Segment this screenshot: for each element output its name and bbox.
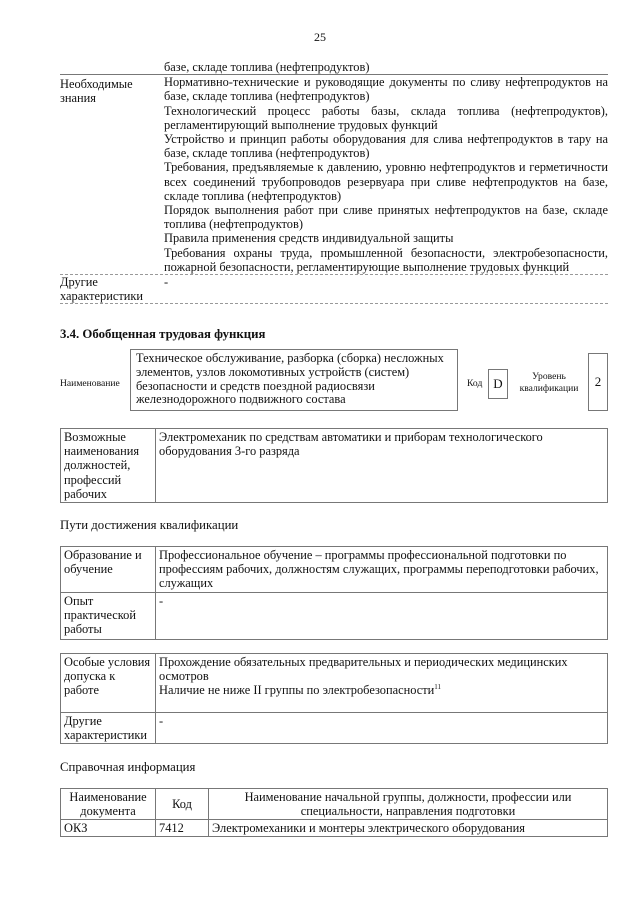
knowledge-item: Технологический процесс работы базы, склада топлива (нефтепродуктов), регламентирующий выполнение трудовых функций xyxy=(164,103,608,132)
conditions-table xyxy=(60,653,608,744)
experience-label: Опыт практической работы xyxy=(61,592,156,639)
experience-value: - xyxy=(156,592,608,639)
other-characteristics-label: Другие характеристики xyxy=(60,275,144,304)
education-table xyxy=(60,546,608,640)
education-label: Образование и обучение xyxy=(61,547,156,593)
knowledge-item: Правила применения средств индивидуальной защиты xyxy=(164,231,454,246)
conditions-other-value: - xyxy=(156,713,608,744)
footnote-reference: 11 xyxy=(434,683,442,692)
positions-value: Электромеханик по средствам автоматики и приборам технологического оборудования 3-го разряда xyxy=(156,429,608,503)
knowledge-item: Нормативно-технические и руководящие документы по сливу нефтепродуктов на базе, складе топлива (нефтепродуктов) xyxy=(164,75,608,104)
table-cell: ОКЗ xyxy=(61,820,156,837)
table-cell: 7412 xyxy=(156,820,209,837)
knowledge-item: Устройство и принцип работы оборудования для слива нефтепродуктов в тару на базе, складе топлива (нефтепродуктов) xyxy=(164,132,608,161)
section-title: 3.4. Обобщенная трудовая функция xyxy=(60,327,266,341)
reference-table xyxy=(60,788,608,837)
knowledge-label: Необходимые знания xyxy=(60,77,133,106)
knowledge-block xyxy=(60,60,608,304)
table-row xyxy=(61,592,608,639)
function-name: Техническое обслуживание, разборка (сборка) несложных элементов, узлов локомотивных устройств (систем) безопасности и средств поездной радиосвязи железнодорожного подвижного состава xyxy=(130,349,458,411)
table-row xyxy=(61,654,608,713)
qualification-paths-title: Пути достижения квалификации xyxy=(60,518,239,532)
column-header: Наименование начальной группы, должности, профессии или специальности, направления подготовки xyxy=(209,789,608,820)
conditions-electrical xyxy=(159,683,604,697)
table-row xyxy=(61,713,608,744)
table-header-row xyxy=(61,789,608,820)
knowledge-items xyxy=(161,75,608,274)
conditions-value xyxy=(156,654,608,713)
knowledge-continued-text: базе, складе топлива (нефтепродуктов) xyxy=(164,60,370,74)
column-header: Код xyxy=(156,789,209,820)
other-characteristics-value: - xyxy=(164,275,169,290)
knowledge-item: Порядок выполнения работ при сливе принятых нефтепродуктов на базе, складе топлива (нефтепродуктов) xyxy=(164,203,608,232)
knowledge-item: Требования охраны труда, промышленной безопасности, электробезопасности, пожарной безопасности, регламентирующие выполнение трудовых функций xyxy=(164,245,608,274)
conditions-medical: Прохождение обязательных предварительных и периодических медицинских осмотров xyxy=(159,655,568,684)
table-row xyxy=(61,547,608,593)
name-label: Наименование xyxy=(60,378,120,389)
qualification-level-value: 2 xyxy=(588,353,608,411)
page-number: 25 xyxy=(314,30,326,44)
conditions-other-label: Другие характеристики xyxy=(61,713,156,744)
education-value: Профессиональное обучение – программы профессиональной подготовки по профессиям рабочих, должностям служащих, программы переподготовки рабочих, служащих xyxy=(156,547,608,593)
code-label: Код xyxy=(467,378,483,389)
function-header xyxy=(60,349,610,415)
column-header: Наименование документа xyxy=(61,789,156,820)
code-value: D xyxy=(488,369,508,399)
qualification-level-label: Уровень квалификации xyxy=(519,371,579,394)
positions-table xyxy=(60,428,608,503)
reference-title: Справочная информация xyxy=(60,760,196,774)
knowledge-item: Требования, предъявляемые к давлению, уровню нефтепродуктов и герметичности всех соединений трубопроводов резервуара при сливе нефтепродуктов на базе, складе топлива (нефтепродуктов) xyxy=(164,160,608,203)
table-row xyxy=(61,429,608,503)
table-cell: Электромеханики и монтеры электрического оборудования xyxy=(209,820,608,837)
positions-label: Возможные наименования должностей, профессий рабочих xyxy=(61,429,156,503)
conditions-electrical-text: Наличие не ниже II группы по электробезопасности xyxy=(159,683,435,698)
conditions-label: Особые условия допуска к работе xyxy=(61,654,156,713)
table-row xyxy=(61,820,608,837)
